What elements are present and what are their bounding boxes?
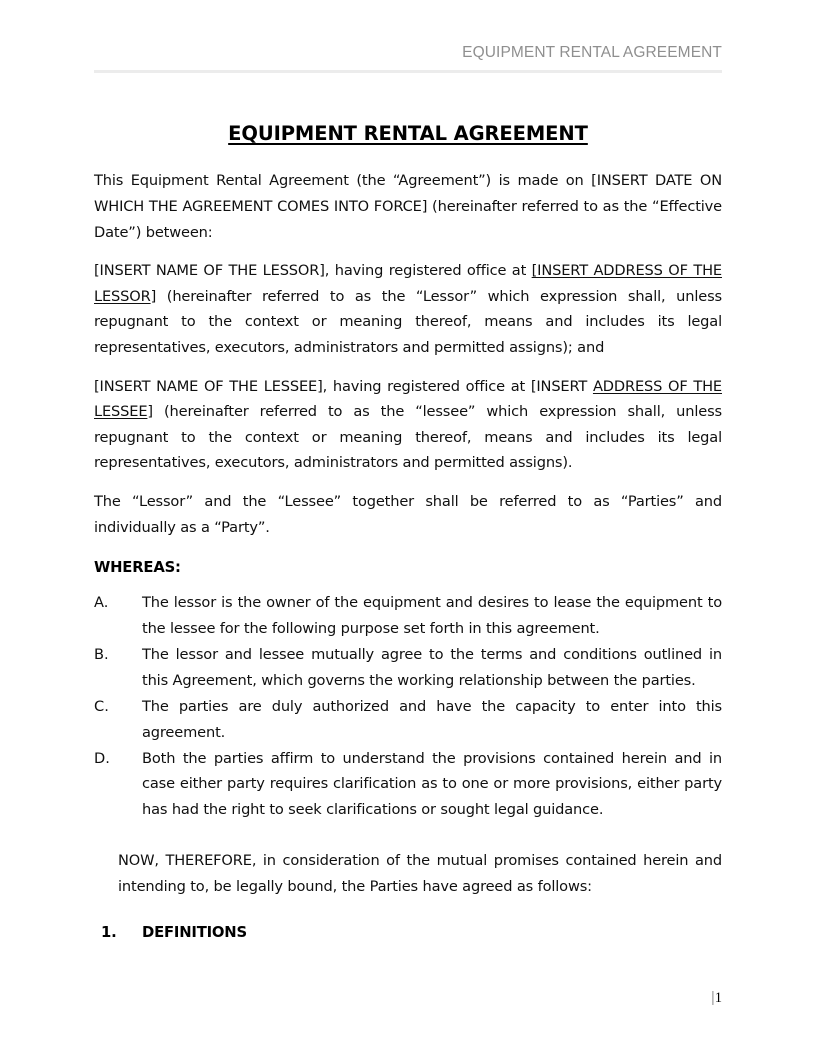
lessee-address-placeholder: ADDRESS OF THE LESSEE (94, 377, 722, 421)
page-title (94, 122, 722, 145)
lessee-tail-text: ] (hereinafter referred to as the “lessee” which expression shall, unless repugnant to the context or meaning thereof, means and includes its legal representatives, executors, administrators and permitted assigns). (94, 403, 722, 472)
paragraph-parties: The “Lessor” and the “Lessee” together shall be referred to as “Parties” and individually as a “Party”. (94, 492, 722, 536)
page-footer (94, 988, 722, 1008)
lessor-tail-text: ] (hereinafter referred to as the “Lessor” which expression shall, unless repugnant to the context or meaning thereof, means and includes its legal representatives, executors, administrators and permitted assigns); and (94, 287, 722, 356)
list-item-marker: C. (94, 697, 109, 715)
page-title-text: EQUIPMENT RENTAL AGREEMENT (228, 122, 588, 145)
list-item-text: The lessor and lessee mutually agree to the terms and conditions outlined in this Agreement, which governs the working relationship between the parties. (142, 645, 722, 689)
list-item (94, 590, 722, 642)
paragraph-lessor (94, 258, 722, 360)
paragraph-intro: This Equipment Rental Agreement (the “Agreement”) is made on [INSERT DATE ON WHICH THE AGREEMENT COMES INTO FORCE] (hereinafter referred to as the “Effective Date”) between: (94, 172, 722, 241)
lessee-lead-text: [INSERT NAME OF THE LESSEE], having registered office at [INSERT (94, 377, 593, 395)
list-item-marker: A. (94, 594, 109, 612)
recitals-list (94, 590, 722, 823)
list-item-text: The lessor is the owner of the equipment and desires to lease the equipment to the lessee for the following purpose set forth in this agreement. (142, 594, 722, 638)
lessor-lead-text: [INSERT NAME OF THE LESSOR], having registered office at (94, 262, 532, 280)
running-header-title: EQUIPMENT RENTAL AGREEMENT (462, 44, 722, 61)
paragraph-lessee (94, 374, 722, 476)
list-item-text: The parties are duly authorized and have the capacity to enter into this agreement. (142, 697, 722, 741)
paragraph-now-therefore: NOW, THEREFORE, in consideration of the mutual promises contained herein and intending to, be legally bound, the Parties have agreed as follows: (118, 852, 722, 896)
list-item (94, 746, 722, 824)
list-item-marker: B. (94, 645, 109, 663)
section-title: DEFINITIONS (142, 924, 247, 942)
list-item-marker: D. (94, 749, 110, 767)
lessor-address-placeholder: [INSERT ADDRESS OF THE LESSOR (94, 262, 722, 305)
header-divider-rule (94, 70, 722, 73)
section-number: 1. (101, 924, 117, 942)
footer-page-number: 1 (714, 990, 722, 1006)
document-body (94, 122, 722, 944)
list-item (94, 642, 722, 694)
footer-separator: | (710, 990, 715, 1006)
list-item (94, 694, 722, 746)
list-item-text: Both the parties affirm to understand the provisions contained herein and in case either party requires clarification as to one or more provisions, either party has had the right to seek clarifications or sought legal guidance. (142, 749, 722, 819)
section-heading-definitions (94, 922, 722, 944)
whereas-heading: WHEREAS: (94, 559, 181, 577)
